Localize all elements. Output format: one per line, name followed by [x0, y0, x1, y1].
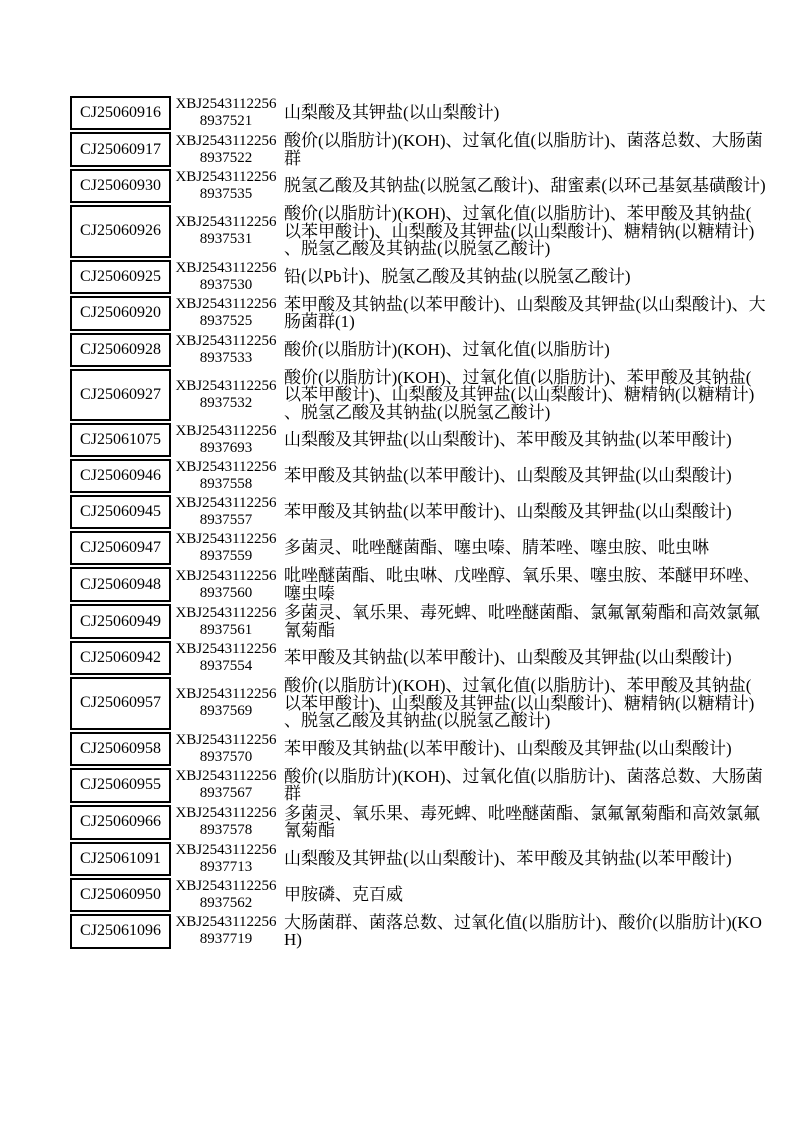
case-id-cell: [70, 805, 171, 840]
report-no-cell: [171, 169, 281, 203]
report-no-cell: [171, 768, 281, 803]
report-no-suffix-text: 8937570: [199, 748, 253, 765]
report-no-cell: [171, 604, 281, 639]
report-no-cell: [171, 333, 281, 367]
table-row: [70, 878, 768, 912]
test-items-cell: [281, 878, 768, 912]
table-row: [70, 459, 768, 493]
report-no-suffix-text: 8937522: [199, 149, 253, 166]
table-row: [70, 333, 768, 367]
test-items-cell: [281, 641, 768, 675]
report-no-cell: [171, 641, 281, 675]
table-row: [70, 677, 768, 730]
case-id-cell: [70, 495, 171, 529]
case-id-text: CJ25060925: [80, 267, 161, 285]
test-items-cell: [281, 205, 768, 258]
test-items-text: 苯甲酸及其钠盐(以苯甲酸计)、山梨酸及其钾盐(以山梨酸计)、大肠菌群(1): [284, 294, 766, 331]
test-items-cell: [281, 369, 768, 422]
table-row: [70, 604, 768, 639]
case-id-text: CJ25060928: [80, 340, 161, 358]
table-body: [70, 96, 768, 949]
case-id-cell: [70, 732, 171, 766]
case-id-text: CJ25060947: [80, 539, 161, 556]
report-no-suffix-text: 8937578: [199, 822, 253, 838]
report-no-cell: [171, 296, 281, 331]
report-no-suffix-text: 8937713: [199, 858, 253, 875]
case-id-text: CJ25060930: [80, 177, 161, 194]
test-items-cell: [281, 495, 768, 529]
test-items-text: 山梨酸及其钾盐(以山梨酸计)、苯甲酸及其钠盐(以苯甲酸计): [284, 430, 732, 450]
case-id-cell: [70, 677, 171, 730]
test-items-text: 酸价(以脂肪计)(KOH)、过氧化值(以脂肪计)、苯甲酸及其钠盐(以苯甲酸计)、山梨酸及其钾盐(以山梨酸计)、糖精钠(以糖精计)、脱氢乙酸及其钠盐(以脱氢乙酸计): [284, 676, 755, 730]
test-report-table: [70, 94, 768, 951]
table-row: [70, 768, 768, 803]
test-items-cell: [281, 132, 768, 167]
report-no-cell: [171, 805, 281, 840]
report-no-cell: [171, 369, 281, 422]
report-no-prefix-text: XBJ2543112256: [175, 332, 277, 349]
report-no-prefix-text: XBJ2543112256: [175, 132, 277, 149]
case-id-text: CJ25060927: [80, 385, 161, 403]
test-items-cell: [281, 677, 768, 730]
case-id-cell: [70, 878, 171, 912]
report-no-prefix-text: XBJ2543112256: [175, 604, 277, 621]
report-no-prefix-text: XBJ2543112256: [175, 169, 277, 185]
case-id-cell: [70, 333, 171, 367]
test-items-text: 酸价(以脂肪计)(KOH)、过氧化值(以脂肪计)、苯甲酸及其钠盐(以苯甲酸计)、山梨酸及其钾盐(以山梨酸计)、糖精钠(以糖精计)、脱氢乙酸及其钠盐(以脱氢乙酸计): [284, 204, 755, 258]
test-items-cell: [281, 732, 768, 766]
report-no-suffix-text: 8937535: [199, 186, 253, 202]
test-items-text: 山梨酸及其钾盐(以山梨酸计): [284, 103, 500, 123]
test-items-cell: [281, 567, 768, 602]
report-no-cell: [171, 732, 281, 766]
table-row: [70, 205, 768, 258]
test-items-text: 酸价(以脂肪计)(KOH)、过氧化值(以脂肪计)、菌落总数、大肠菌群: [284, 131, 763, 168]
test-items-text: 多菌灵、吡唑醚菌酯、噻虫嗪、腈苯唑、噻虫胺、吡虫啉: [284, 538, 709, 558]
report-no-prefix-text: XBJ2543112256: [175, 495, 277, 511]
case-id-cell: [70, 205, 171, 258]
table-row: [70, 842, 768, 876]
report-no-prefix-text: XBJ2543112256: [175, 768, 277, 784]
case-id-text: CJ25060916: [80, 104, 161, 121]
report-no-cell: [171, 205, 281, 258]
report-no-suffix-text: 8937532: [199, 394, 253, 411]
case-id-cell: [70, 96, 171, 130]
case-id-cell: [70, 423, 171, 457]
test-items-cell: [281, 333, 768, 367]
test-items-cell: [281, 531, 768, 565]
report-no-prefix-text: XBJ2543112256: [175, 641, 277, 657]
test-items-text: 铅(以Pb计)、脱氢乙酸及其钠盐(以脱氢乙酸计): [284, 266, 631, 286]
report-no-cell: [171, 914, 281, 949]
test-items-cell: [281, 805, 768, 840]
report-no-cell: [171, 531, 281, 565]
case-id-cell: [70, 641, 171, 675]
test-items-text: 甲胺磷、克百威: [284, 884, 403, 904]
report-no-suffix-text: 8937558: [199, 476, 253, 492]
case-id-cell: [70, 369, 171, 422]
report-no-prefix-text: XBJ2543112256: [175, 686, 277, 703]
case-id-cell: [70, 459, 171, 493]
report-no-cell: [171, 878, 281, 912]
test-items-text: 酸价(以脂肪计)(KOH)、过氧化值(以脂肪计)、菌落总数、大肠菌群: [284, 766, 763, 803]
report-no-prefix-text: XBJ2543112256: [175, 377, 277, 394]
report-no-cell: [171, 842, 281, 876]
test-items-cell: [281, 169, 768, 203]
report-no-cell: [171, 132, 281, 167]
table-row: [70, 169, 768, 203]
case-id-text: CJ25060948: [80, 575, 161, 593]
test-items-cell: [281, 96, 768, 130]
report-sheet: [70, 94, 768, 951]
case-id-text: CJ25060926: [80, 222, 161, 240]
report-no-suffix-text: 8937559: [199, 548, 253, 564]
report-no-suffix-text: 8937531: [199, 231, 253, 248]
report-no-suffix-text: 8937719: [199, 931, 253, 947]
report-no-prefix-text: XBJ2543112256: [175, 96, 277, 112]
table-row: [70, 567, 768, 602]
report-no-cell: [171, 423, 281, 457]
report-no-prefix-text: XBJ2543112256: [175, 805, 277, 821]
test-items-text: 多菌灵、氧乐果、毒死蜱、吡唑醚菌酯、氯氟氰菊酯和高效氯氟氰菊酯: [284, 803, 760, 840]
report-no-cell: [171, 260, 281, 294]
case-id-text: CJ25060946: [80, 467, 161, 484]
table-row: [70, 96, 768, 130]
case-id-text: CJ25060950: [80, 885, 161, 903]
report-no-suffix-text: 8937530: [199, 276, 253, 293]
test-items-cell: [281, 604, 768, 639]
test-items-cell: [281, 296, 768, 331]
test-items-text: 吡唑醚菌酯、吡虫啉、戊唑醇、氧乐果、噻虫胺、苯醚甲环唑、噻虫嗪: [284, 566, 760, 603]
case-id-text: CJ25061096: [80, 922, 161, 939]
table-row: [70, 914, 768, 949]
test-items-cell: [281, 459, 768, 493]
case-id-text: CJ25060949: [80, 612, 161, 630]
case-id-cell: [70, 768, 171, 803]
report-no-suffix-text: 8937533: [199, 349, 253, 366]
report-no-prefix-text: XBJ2543112256: [175, 567, 277, 584]
case-id-cell: [70, 842, 171, 876]
case-id-text: CJ25060942: [80, 649, 161, 666]
table-row: [70, 132, 768, 167]
test-items-text: 大肠菌群、菌落总数、过氧化值(以脂肪计)、酸价(以脂肪计)(KOH): [284, 912, 762, 949]
case-id-cell: [70, 296, 171, 331]
report-no-prefix-text: XBJ2543112256: [175, 731, 277, 748]
test-items-cell: [281, 423, 768, 457]
table-row: [70, 423, 768, 457]
case-id-text: CJ25060920: [80, 304, 161, 321]
report-no-cell: [171, 567, 281, 602]
case-id-text: CJ25060957: [80, 694, 161, 712]
case-id-cell: [70, 132, 171, 167]
report-no-suffix-text: 8937561: [199, 621, 253, 638]
case-id-text: CJ25061091: [80, 849, 161, 867]
case-id-cell: [70, 531, 171, 565]
report-no-cell: [171, 677, 281, 730]
table-row: [70, 641, 768, 675]
table-row: [70, 260, 768, 294]
test-items-cell: [281, 260, 768, 294]
test-items-text: 苯甲酸及其钠盐(以苯甲酸计)、山梨酸及其钾盐(以山梨酸计): [284, 502, 732, 522]
test-items-text: 酸价(以脂肪计)(KOH)、过氧化值(以脂肪计)、苯甲酸及其钠盐(以苯甲酸计)、山梨酸及其钾盐(以山梨酸计)、糖精钠(以糖精计)、脱氢乙酸及其钠盐(以脱氢乙酸计): [284, 367, 755, 422]
report-no-suffix-text: 8937560: [199, 584, 253, 601]
table-row: [70, 805, 768, 840]
report-no-prefix-text: XBJ2543112256: [175, 531, 277, 547]
report-no-prefix-text: XBJ2543112256: [175, 423, 277, 439]
report-no-suffix-text: 8937693: [199, 440, 253, 456]
case-id-cell: [70, 604, 171, 639]
case-id-cell: [70, 914, 171, 949]
case-id-text: CJ25060958: [80, 739, 161, 757]
case-id-cell: [70, 567, 171, 602]
table-row: [70, 495, 768, 529]
report-no-cell: [171, 495, 281, 529]
report-no-prefix-text: XBJ2543112256: [175, 214, 277, 231]
test-items-cell: [281, 768, 768, 803]
test-items-text: 苯甲酸及其钠盐(以苯甲酸计)、山梨酸及其钾盐(以山梨酸计): [284, 466, 732, 486]
report-no-prefix-text: XBJ2543112256: [175, 296, 277, 312]
report-no-cell: [171, 96, 281, 130]
report-no-suffix-text: 8937569: [199, 703, 253, 720]
case-id-text: CJ25060955: [80, 776, 161, 793]
report-no-suffix-text: 8937525: [199, 313, 253, 329]
case-id-text: CJ25061075: [80, 431, 161, 448]
test-items-text: 酸价(以脂肪计)(KOH)、过氧化值(以脂肪计): [284, 339, 610, 359]
report-no-suffix-text: 8937554: [199, 658, 253, 674]
test-items-text: 山梨酸及其钾盐(以山梨酸计)、苯甲酸及其钠盐(以苯甲酸计): [284, 848, 732, 868]
case-id-text: CJ25060945: [80, 503, 161, 520]
report-no-cell: [171, 459, 281, 493]
test-items-text: 苯甲酸及其钠盐(以苯甲酸计)、山梨酸及其钾盐(以山梨酸计): [284, 738, 732, 758]
table-row: [70, 531, 768, 565]
table-row: [70, 369, 768, 422]
report-no-suffix-text: 8937557: [199, 512, 253, 528]
report-no-suffix-text: 8937562: [199, 894, 253, 911]
report-no-suffix-text: 8937567: [199, 785, 253, 801]
test-items-text: 多菌灵、氧乐果、毒死蜱、吡唑醚菌酯、氯氟氰菊酯和高效氯氟氰菊酯: [284, 603, 760, 640]
test-items-text: 苯甲酸及其钠盐(以苯甲酸计)、山梨酸及其钾盐(以山梨酸计): [284, 648, 732, 668]
case-id-cell: [70, 260, 171, 294]
case-id-text: CJ25060917: [80, 140, 161, 158]
test-items-cell: [281, 914, 768, 949]
test-items-text: 脱氢乙酸及其钠盐(以脱氢乙酸计)、甜蜜素(以环己基氨基磺酸计): [284, 176, 766, 196]
table-row: [70, 296, 768, 331]
report-no-prefix-text: XBJ2543112256: [175, 841, 277, 858]
test-items-cell: [281, 842, 768, 876]
report-no-prefix-text: XBJ2543112256: [175, 459, 277, 475]
case-id-cell: [70, 169, 171, 203]
report-no-suffix-text: 8937521: [199, 113, 253, 129]
report-no-prefix-text: XBJ2543112256: [175, 259, 277, 276]
report-no-prefix-text: XBJ2543112256: [175, 877, 277, 894]
report-no-prefix-text: XBJ2543112256: [175, 914, 277, 930]
table-row: [70, 732, 768, 766]
case-id-text: CJ25060966: [80, 813, 161, 830]
